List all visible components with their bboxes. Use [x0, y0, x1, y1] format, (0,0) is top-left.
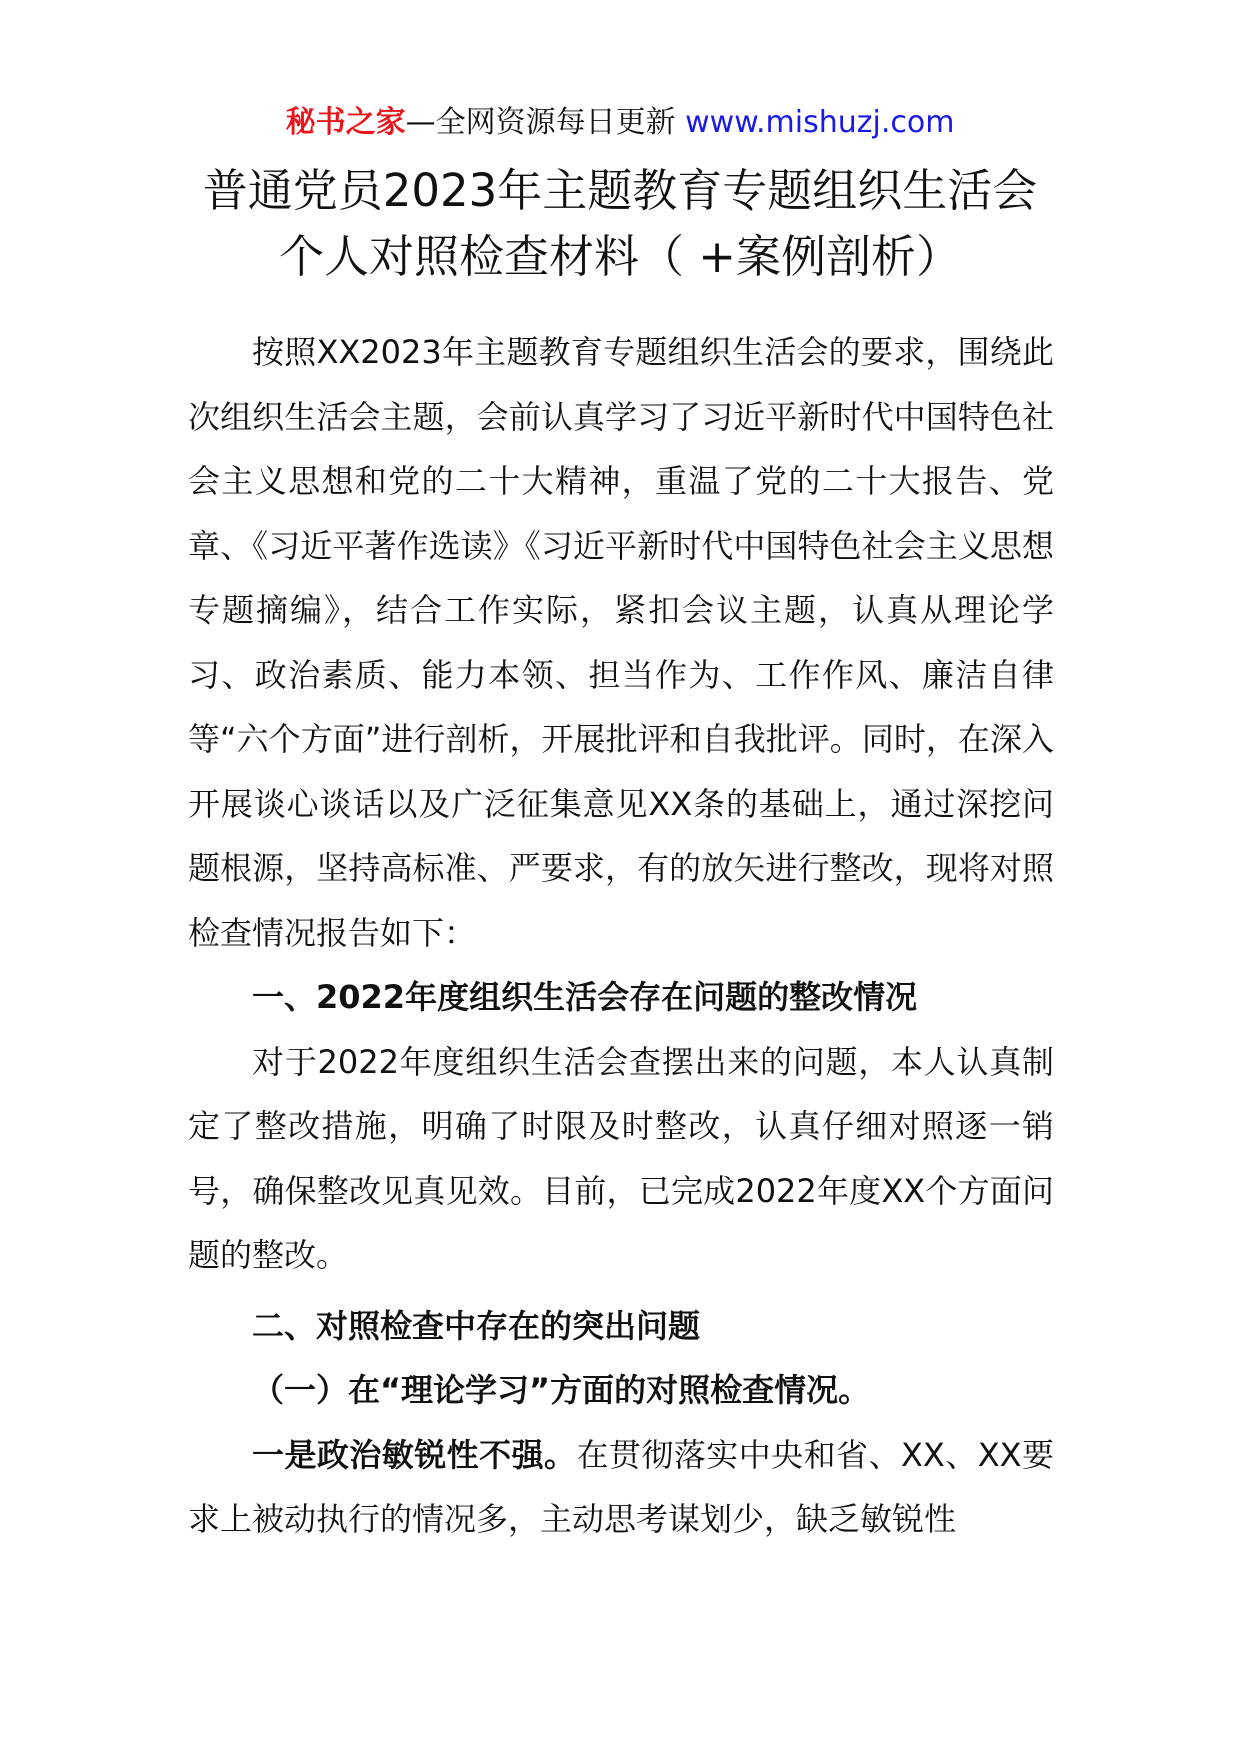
site-header [0, 100, 1240, 146]
document-body [188, 320, 1054, 1552]
point-1-paragraph [188, 1423, 1054, 1552]
point-1-lead: 一是政治敏锐性不强。 [252, 1435, 577, 1474]
section-1-paragraph: 对于2022年度组织生活会查摆出来的问题，本人认真制定了整改措施，明确了时限及时整改，认真仔细对照逐一销号，确保整改见真见效。目前，已完成2022年度XX个方面问题的整改。 [188, 1042, 1054, 1274]
intro-paragraph: 按照XX2023年主题教育专题组织生活会的要求，围绕此次组织生活会主题，会前认真学习了习近平新时代中国特色社会主义思想和党的二十大精神，重温了党的二十大报告、党章、《习近平著作选读》《习近平新时代中国特色社会主义思想专题摘编》，结合工作实际，紧扣会议主题，认真从理论学习、政治素质、能力本领、担当作为、工作作风、廉洁自律等“六个方面”进行剖析，开展批评和自我批评。同时，在深入开展谈心谈话以及广泛征集意见XX条的基础上，通过深挖问题根源，坚持高标准、严要求，有的放矢进行整改，现将对照检查情况报告如下： [188, 333, 1054, 952]
site-brand: 秘书之家 [285, 105, 406, 140]
point-1-text: 在贯彻落实中央和省、XX、XX要求上被动执行的情况多，主动思考谋划少，缺乏敏锐性 [188, 1435, 1054, 1538]
section-1-heading: 一、2022年度组织生活会存在问题的整改情况 [252, 978, 918, 1016]
document-title-line-1: 普通党员2023年主题教育专题组织生活会 [202, 164, 1038, 217]
document-title-line-2: 个人对照检查材料（ +案例剖析） [278, 230, 961, 283]
site-url-link[interactable]: www.mishuzj.com [685, 105, 955, 140]
site-tagline: —全网资源每日更新 [405, 105, 676, 140]
section-2-heading: 二、对照检查中存在的突出问题 [252, 1306, 701, 1345]
subsection-1-heading: （一）在“理论学习”方面的对照检查情况。 [252, 1371, 871, 1409]
